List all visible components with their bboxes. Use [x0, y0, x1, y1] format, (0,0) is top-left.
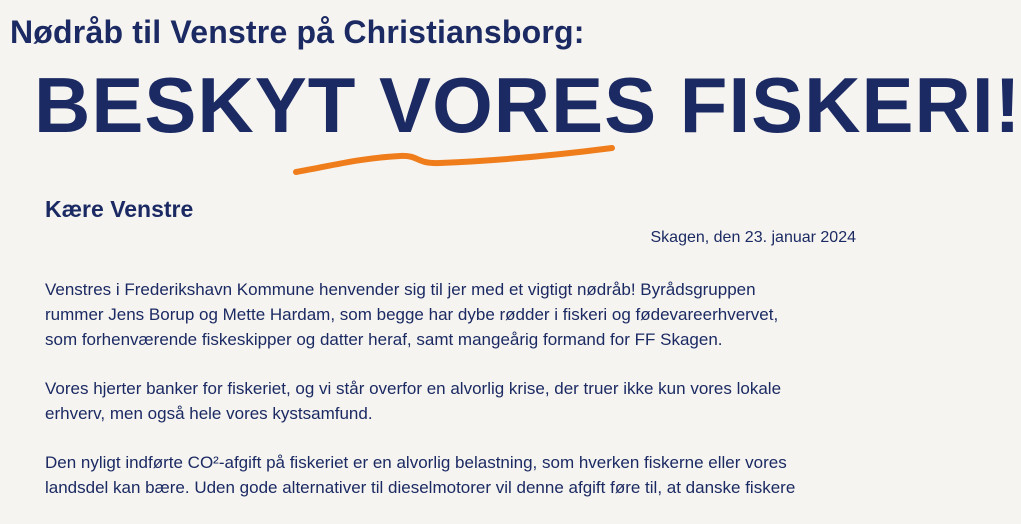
- paragraph-line: Den nyligt indførte CO²-afgift på fiskeriet er en alvorlig belastning, som hverken fiskerne eller vores: [45, 453, 787, 472]
- paragraph-line: landsdel kan bære. Uden gode alternativer til dieselmotorer vil denne afgift føre til, at danske fiskere: [45, 478, 796, 497]
- swoosh-stroke: [296, 148, 612, 172]
- dateline: Skagen, den 23. januar 2024: [650, 229, 856, 246]
- headline: BESKYT VORES FISKERI!: [34, 61, 1021, 149]
- paragraph-2: [45, 376, 850, 426]
- subheading: Nødråb til Venstre på Christiansborg:: [10, 14, 585, 50]
- swoosh-underline-icon: [290, 144, 620, 180]
- paragraph-line: Venstres i Frederikshavn Kommune henvender sig til jer med et vigtigt nødråb! Byrådsgruppen: [45, 280, 756, 299]
- paragraph-3: [45, 450, 850, 500]
- paragraph-line: Vores hjerter banker for fiskeriet, og vi står overfor en alvorlig krise, der truer ikke kun vores lokale: [45, 379, 782, 398]
- salutation: Kære Venstre: [45, 196, 194, 222]
- paragraph-line: rummer Jens Borup og Mette Hardam, som begge har dybe rødder i fiskeri og fødevareerhvervet,: [45, 305, 779, 324]
- paragraph-line: som forhenværende fiskeskipper og datter heraf, samt mangeårig formand for FF Skagen.: [45, 330, 723, 349]
- letter-body: [45, 277, 850, 524]
- paragraph-line: erhverv, men også hele vores kystsamfund.: [45, 404, 373, 423]
- paragraph-1: [45, 277, 850, 352]
